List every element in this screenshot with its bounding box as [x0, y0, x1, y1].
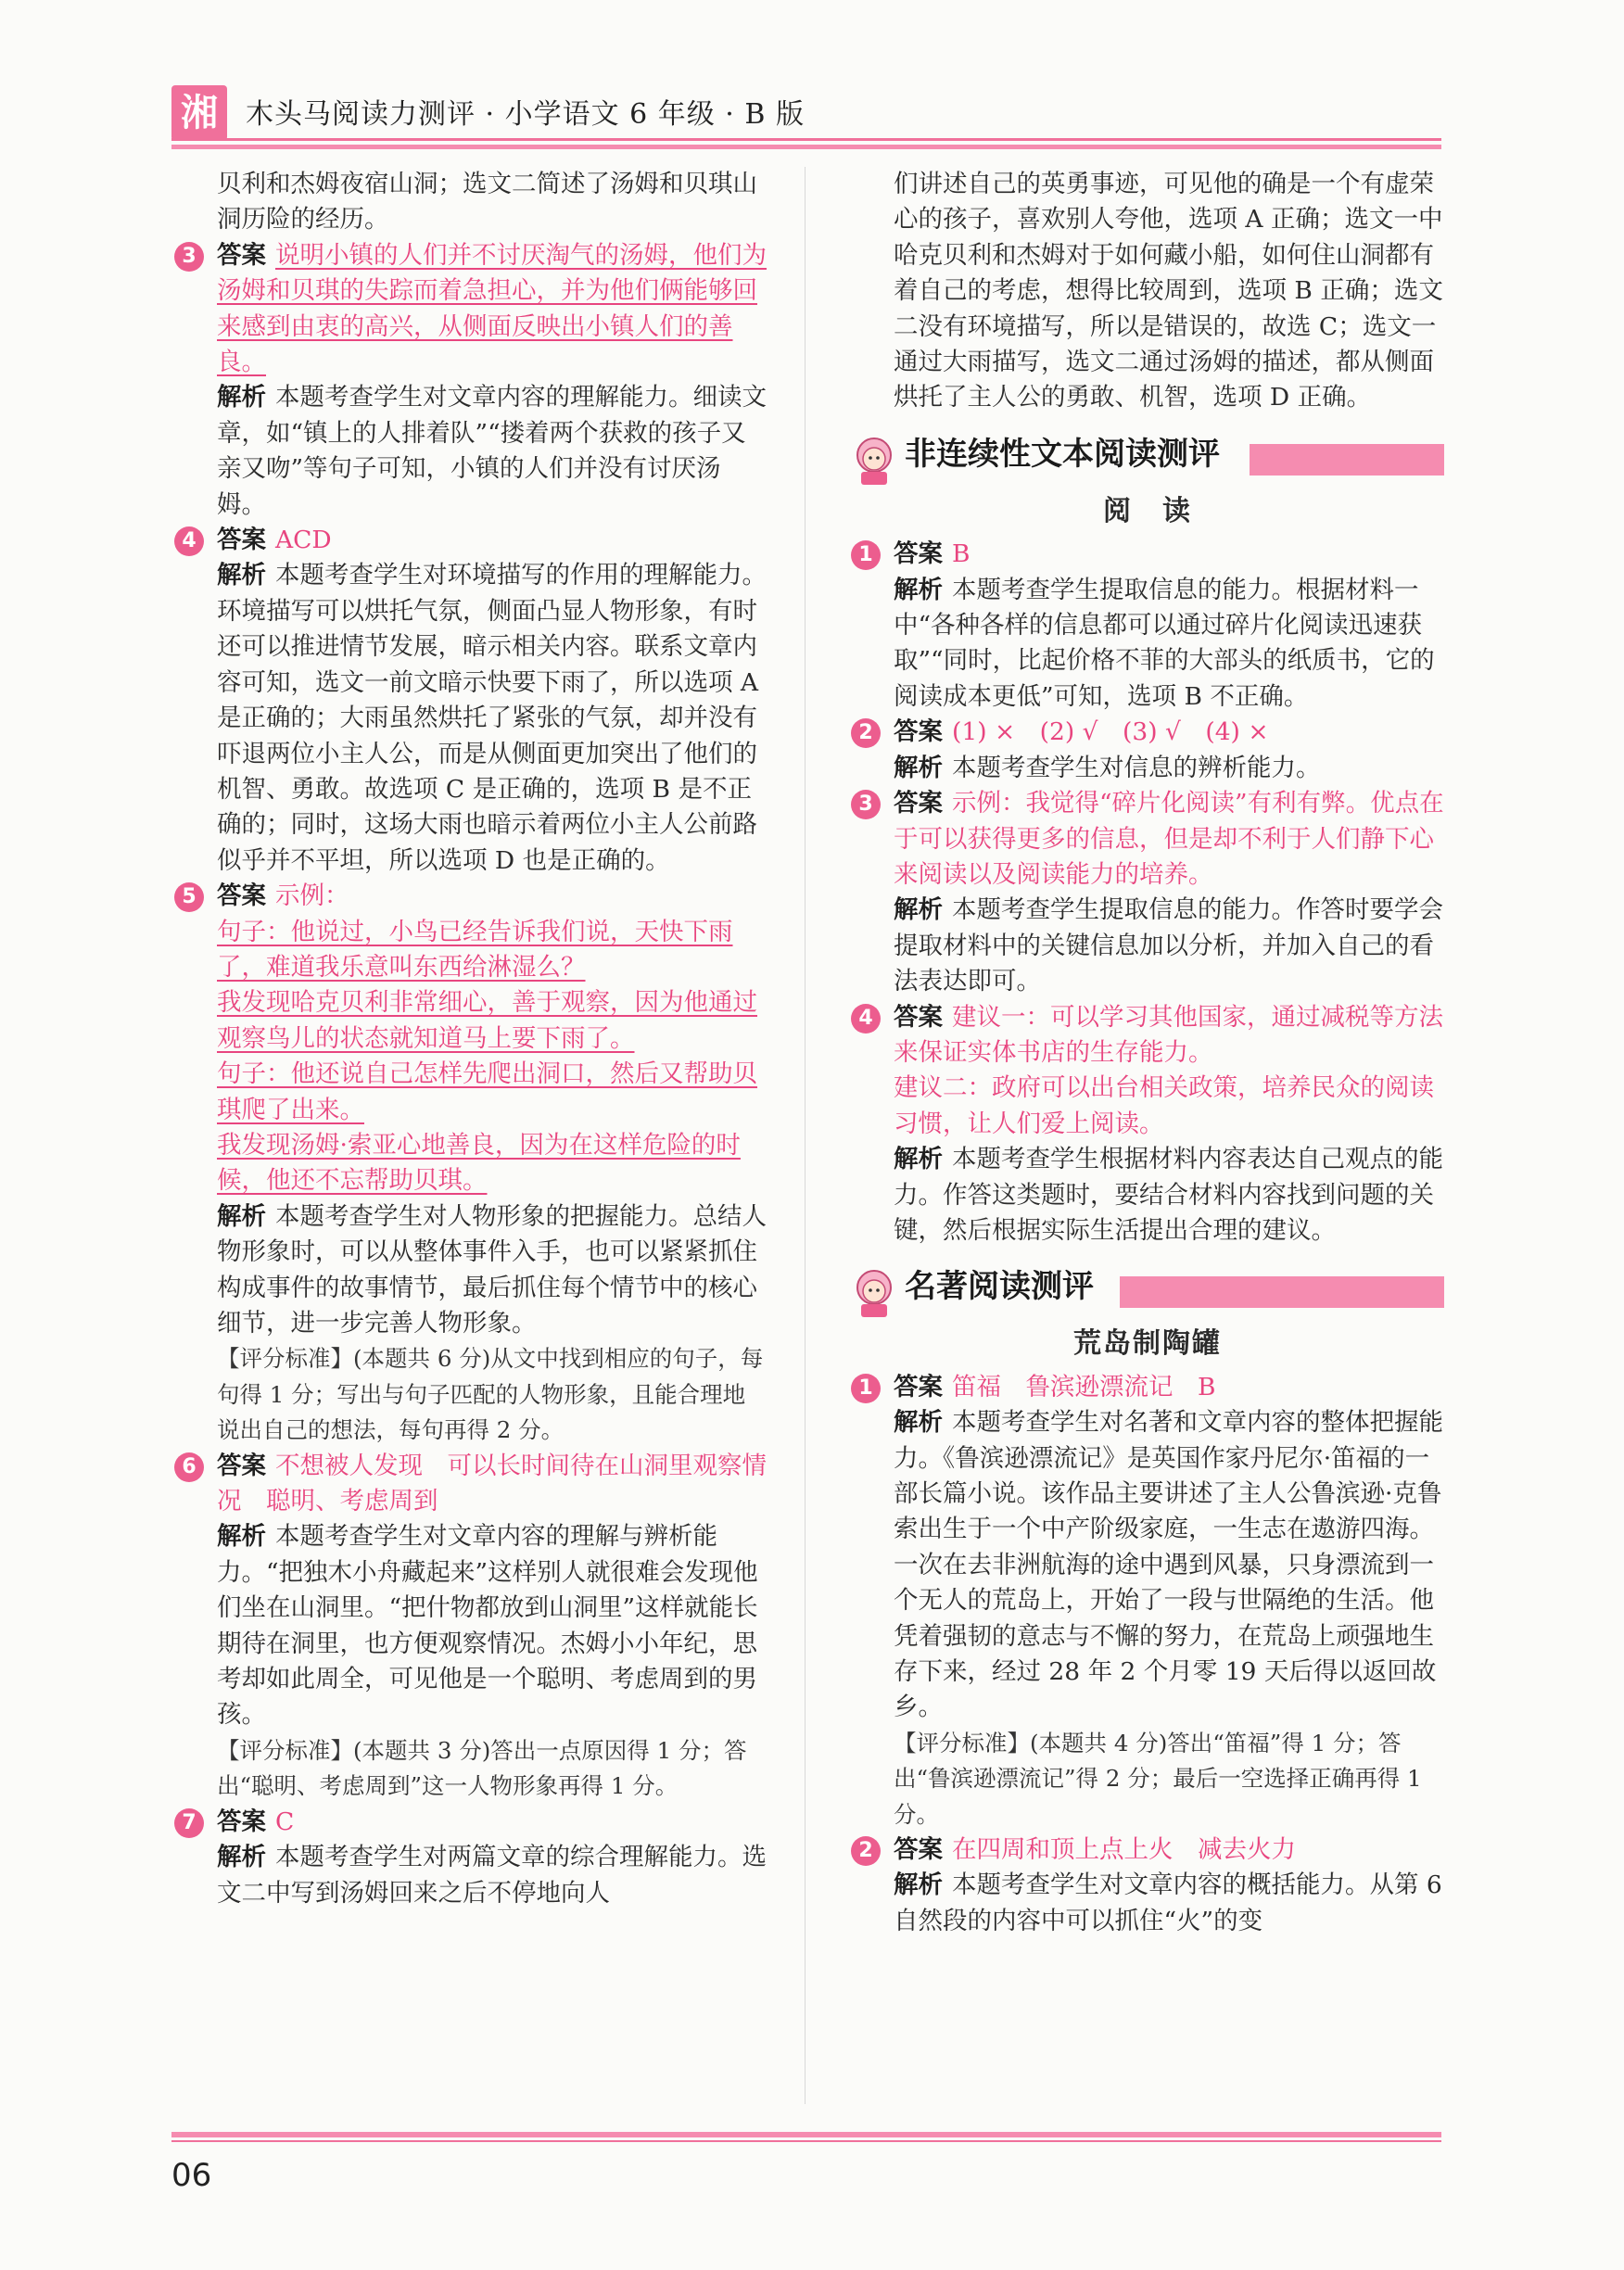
classics-question-1	[851, 1370, 1444, 1832]
classics-question-2	[851, 1832, 1444, 1939]
answer-label: 答案	[894, 1372, 943, 1401]
answer-label: 答案	[217, 1807, 266, 1836]
analysis-label: 解析	[894, 575, 943, 604]
answer-text: B	[952, 539, 971, 569]
question-number: 5	[174, 882, 204, 912]
question-number: 1	[851, 540, 881, 570]
section-title: 非连续性文本阅读测评	[905, 435, 1220, 473]
analysis-label: 解析	[894, 1871, 943, 1900]
answer-text: 示例：我觉得“碎片化阅读”有利有弊。优点在于可以获得更多的信息，但是却不利于人们静下心来阅读以及阅读能力的培养。	[894, 789, 1444, 889]
question-number: 7	[174, 1808, 204, 1838]
analysis-text: 本题考查学生对人物形象的把握能力。总结人物形象时，可以从整体事件入手，也可以紧紧抓住构成事件的故事情节，最后抓住每个情节中的核心细节，进一步完善人物形象。	[217, 1201, 767, 1338]
reading-question-3	[851, 786, 1444, 999]
analysis-label: 解析	[894, 1145, 943, 1174]
analysis-text: 本题考查学生对文章内容的概括能力。从第 6 自然段的内容中可以抓住“火”的变	[894, 1871, 1442, 1935]
question-number: 3	[174, 242, 204, 272]
question-4	[174, 523, 768, 879]
answer-label: 答案	[217, 881, 266, 911]
reading-question-4	[851, 1000, 1444, 1249]
question-number: 3	[851, 790, 881, 819]
analysis-text: 本题考查学生对环境描写的作用的理解能力。环境描写可以烘托气氛，侧面凸显人物形象，有时还可以推进情节发展，暗示相关内容。联系文章内容可知，选文一前文暗示快要下雨了，所以选项 A 是正确的；大雨虽然烘托了紧张的气氛，却并没有吓退两位小主人公，而是从侧面更加突出了他们的机智、勇敢。故选项 C 是正确的，选项 B 是不正确的；同时，这场大雨也暗示着两位小主人公前路似乎并不平坦，所以选项 D 也是正确的。	[217, 561, 767, 875]
analysis-label: 解析	[894, 895, 943, 925]
left-column	[174, 167, 768, 1911]
question-number: 1	[851, 1374, 881, 1403]
right-column	[851, 167, 1444, 1939]
section-subtitle: 荒岛制陶罐	[1073, 1327, 1222, 1361]
section-header-classics	[851, 1265, 1444, 1323]
answer-text: (1) × (2) √ (3) √ (4) ×	[952, 717, 1269, 747]
analysis-text: 本题考查学生提取信息的能力。作答时要学会提取材料中的关键信息加以分析，并加入自己的看法表达即可。	[894, 895, 1443, 996]
question-number: 6	[174, 1452, 204, 1482]
analysis-text: 本题考查学生根据材料内容表达自己观点的能力。作答这类题时，要结合材料内容找到问题的关键，然后根据实际生活提出合理的建议。	[894, 1145, 1443, 1245]
analysis-label: 解析	[217, 1522, 266, 1552]
answer-label: 答案	[894, 717, 943, 747]
column-divider	[805, 167, 806, 2104]
answer-label: 答案	[217, 240, 266, 270]
scoring-standard: 【评分标准】(本题共 4 分)答出“笛福”得 1 分；答出“鲁滨逊漂流记”得 2 分；最后一空选择正确再得 1 分。	[894, 1729, 1422, 1828]
answer-label: 答案	[217, 1451, 266, 1480]
question-number: 4	[851, 1004, 881, 1034]
analysis-text: 本题考查学生对信息的辨析能力。	[952, 753, 1321, 782]
question-3	[174, 238, 768, 523]
header-rule-thick	[171, 145, 1441, 149]
series-logo-icon: 湘	[171, 85, 227, 141]
reading-question-1	[851, 537, 1444, 715]
analysis-text: 本题考查学生对文章内容的理解能力。细读文章，如“镇上的人排着队”“搂着两个获救的孩子又亲又吻”等句子可知，小镇的人们并没有讨厌汤姆。	[217, 383, 767, 519]
example-sentence-2: 句子：他还说自己怎样先爬出洞口，然后又帮助贝琪爬了出来。	[217, 1059, 757, 1124]
analysis-label: 解析	[894, 1408, 943, 1438]
footer-rule-thick	[171, 2132, 1441, 2137]
header-title: 木头马阅读力测评 · 小学语文 6 年级 · B 版	[246, 98, 805, 131]
answer-text-1: 建议一：可以学习其他国家，通过减税等方法来保证实体书店的生存能力。	[894, 1002, 1443, 1067]
page-number: 06	[171, 2157, 212, 2194]
answer-text: C	[275, 1807, 295, 1836]
analysis-text: 本题考查学生提取信息的能力。根据材料一中“各种各样的信息都可以通过碎片化阅读迅速获取”“同时，比起价格不菲的大部头的纸质书，它的阅读成本更低”可知，选项 B 不正确。	[894, 575, 1435, 711]
answer-text: 笛福 鲁滨逊漂流记 B	[952, 1372, 1216, 1401]
answer-text: 示例：	[275, 881, 349, 911]
example-finding-2: 我发现汤姆·索亚心地善良，因为在这样危险的时候，他还不忘帮助贝琪。	[217, 1130, 741, 1196]
analysis-text: 本题考查学生对名著和文章内容的整体把握能力。《鲁滨逊漂流记》是英国作家丹尼尔·笛福的一部长篇小说。该作品主要讲述了主人公鲁滨逊·克鲁索出生于一个中产阶级家庭，一生志在遨游四海。一次在去非洲航海的途中遇到风暴，只身漂流到一个无人的荒岛上，开始了一段与世隔绝的生活。他凭着强韧的意志与不懈的努力，在荒岛上顽强地生存下来，经过 28 年 2 个月零 19 天后得以返回故乡。	[894, 1408, 1443, 1722]
example-finding-1: 我发现哈克贝利非常细心，善于观察，因为他通过观察鸟儿的状态就知道马上要下雨了。	[217, 988, 757, 1053]
answer-label: 答案	[894, 1835, 943, 1865]
section-title: 名著阅读测评	[905, 1268, 1094, 1306]
continued-text: 们讲述自己的英勇事迹，可见他的确是一个有虚荣心的孩子，喜欢别人夸他，选项 A 正确；选文一中哈克贝利和杰姆对于如何藏小船，如何住山洞都有着自己的考虑，想得比较周到，选项 B 正确；选文二没有环境描写，所以是错误的，故选 C；选文一通过大雨描写，选文二通过汤姆的描述，都从侧面烘托了主人公的勇敢、机智，选项 D 正确。	[894, 170, 1443, 412]
question-number: 4	[174, 526, 204, 556]
answer-text: 在四周和顶上点上火 减去火力	[952, 1835, 1296, 1865]
page-header	[171, 85, 1441, 143]
question-number: 2	[851, 718, 881, 748]
footer-rule	[171, 2140, 1441, 2142]
answer-label: 答案	[217, 526, 266, 555]
answer-text: ACD	[275, 526, 332, 555]
analysis-label: 解析	[217, 1843, 266, 1872]
question-number: 2	[851, 1836, 881, 1866]
question-5	[174, 879, 768, 1449]
analysis-label: 解析	[217, 383, 266, 412]
example-sentence-1: 句子：他说过，小鸟已经告诉我们说，天快下雨了，难道我乐意叫东西给淋湿么？	[217, 917, 733, 982]
scoring-standard: 【评分标准】(本题共 3 分)答出一点原因得 1 分；答出“聪明、考虑周到”这一人物形象再得 1 分。	[217, 1736, 747, 1800]
analysis-text: 本题考查学生对文章内容的理解与辨析能力。“把独木小舟藏起来”这样别人就很难会发现他们坐在山洞里。“把什物都放到山洞里”这样就能长期待在洞里，也方便观察情况。杰姆小小年纪，思考却如此周全，可见他是一个聪明、考虑周到的男孩。	[217, 1522, 758, 1730]
analysis-label: 解析	[217, 1201, 266, 1231]
reading-question-2	[851, 715, 1444, 786]
answer-label: 答案	[894, 539, 943, 569]
question-7	[174, 1805, 768, 1911]
answer-text-2: 建议二：政府可以出台相关政策，培养民众的阅读习惯，让人们爱上阅读。	[894, 1073, 1434, 1138]
analysis-label: 解析	[894, 753, 943, 782]
continued-text: 贝利和杰姆夜宿山洞；选文二简述了汤姆和贝琪山洞历险的经历。	[217, 170, 757, 235]
scoring-standard: 【评分标准】(本题共 6 分)从文中找到相应的句子，每句得 1 分；写出与句子匹配的人物形象，且能合理地说出自己的想法，每句再得 2 分。	[217, 1345, 764, 1444]
analysis-label: 解析	[217, 561, 266, 590]
analysis-text: 本题考查学生对两篇文章的综合理解能力。选文二中写到汤姆回来之后不停地向人	[217, 1843, 767, 1908]
answer-text: 说明小镇的人们并不讨厌淘气的汤姆，他们为汤姆和贝琪的失踪而着急担心，并为他们俩能够回来感到由衷的高兴，从侧面反映出小镇人们的善良。	[217, 240, 767, 377]
answer-text: 不想被人发现 可以长时间待在山洞里观察情况 聪明、考虑周到	[217, 1451, 767, 1516]
answer-label: 答案	[894, 789, 943, 818]
section-title-bar	[1250, 444, 1444, 476]
girl-reading-icon	[851, 435, 897, 487]
section-header-nonlinear	[851, 433, 1444, 490]
header-rule	[171, 138, 1441, 141]
section-subtitle: 阅 读	[1103, 494, 1192, 527]
question-6	[174, 1449, 768, 1805]
section-title-bar	[1120, 1276, 1444, 1308]
girl-reading-icon	[851, 1267, 897, 1319]
answer-label: 答案	[894, 1002, 943, 1032]
